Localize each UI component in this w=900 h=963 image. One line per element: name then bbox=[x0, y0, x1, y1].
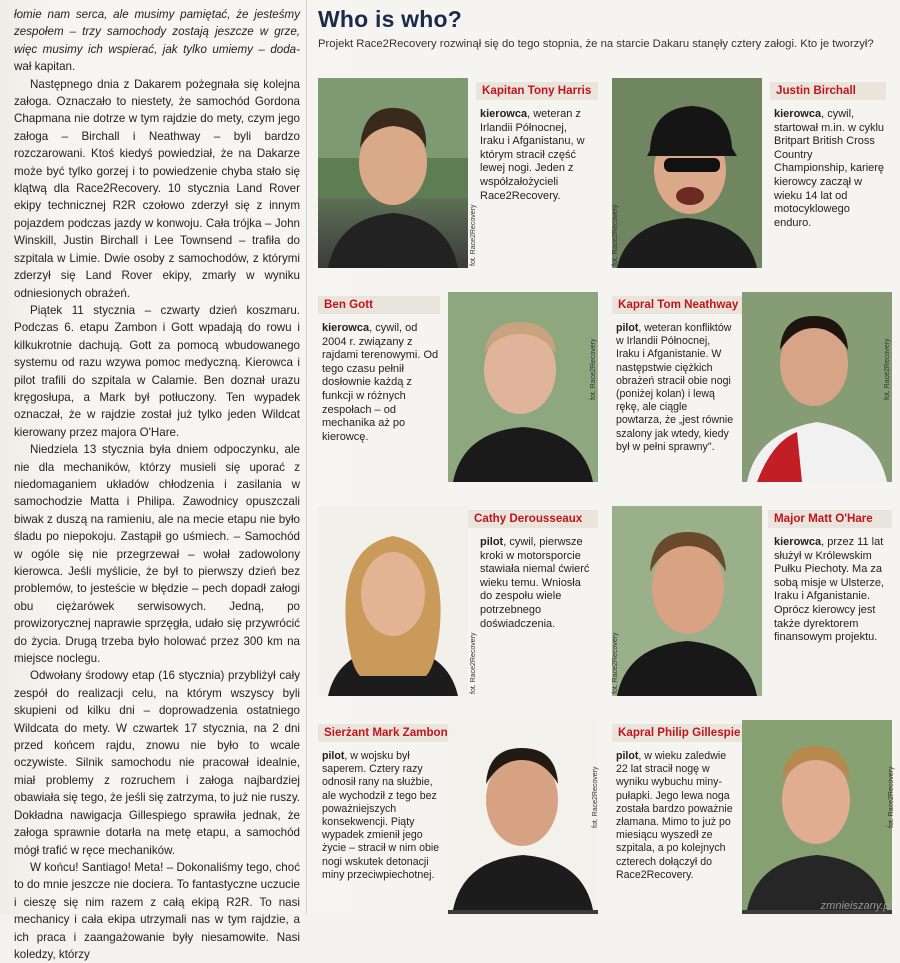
photo-credit: fot. Race2Recovery bbox=[612, 204, 619, 266]
portrait-illustration bbox=[612, 78, 762, 268]
profile-card-cathy-derousseaux bbox=[318, 506, 598, 696]
article-paragraph: Piątek 11 stycznia – czwarty dzień koszmaru. Podczas 6. etapu Zambon i Gott wpadają do rowu i kilkukrotnie dachują. Gott za pomocą wbudowanego systemu od razu wzywa pomoc medyczną. Kierowca i pilot trafili do szpitala w Calamie. Ben doznał urazu kręgosłupa, a Mark był potłuczony. Ten wypadek oznaczał, że w rajdzie został już tylko jeden Wildcat kierowany przez majora O'Hare. bbox=[14, 303, 300, 439]
article-paragraph: Odwołany środowy etap (16 stycznia) przybliżył cały zespół do realizacji celu, na którym wszyscy byli skupieni od kilku dni – doprowadzenia ostatniego Wildcata do mety. W czwartek 17 stycznia, na 2 dni przed końcem rajdu, znowu nie było to wcale oczywiste. Silnik samochodu nie pracował idealnie, miał problemy z rozruchem i załoga najbardziej obawiała się tego, że jeśli się zatrzyma, to już nie ruszy. Dokładna nawigacja Gillespiego sprawiła jednak, że załoga sprawnie dotarła na metę etapu, a samochód mógł trafić w ręce mechaników. bbox=[14, 669, 300, 857]
profile-name: Justin Birchall bbox=[770, 82, 886, 100]
portrait-illustration bbox=[448, 720, 598, 910]
profile-card-ben-gott bbox=[318, 292, 598, 482]
portrait-photo bbox=[448, 720, 598, 914]
portrait-photo bbox=[318, 506, 468, 696]
portrait-photo bbox=[612, 78, 762, 268]
photo-credit: fot. Race2Recovery bbox=[470, 632, 477, 694]
portrait-illustration bbox=[742, 720, 892, 910]
photo-credit: fot. Race2Recovery bbox=[592, 766, 599, 828]
article-paragraph: Niedziela 13 stycznia była dniem odpoczynku, ale nie dla mechaników, którzy musieli się uporać z niedomaganiem układów chłodzenia i zasilania w samochodzie Matta i Philipa. Zawodnicy opuszczali biwak z duszą na ramieniu, ale na mecie etapu nie było śladu po niepokoju. Zastąpił go uśmiech. – Samochód w ogóle się nie przegrzewał – wołał zadowolony kierowca. Jeśli myślicie, że był to pierwszy dzień bez problemów, to jesteście w błędzie – pech dopadł załogi obu ciężarówek serwisowych. Jedną, po prowizorycznej naprawie sprzęgła, udało się przywrócić do życia. Drugą trzeba było holować przez 300 km na miejsce noclegu. bbox=[14, 443, 300, 666]
photo-credit: fot. Race2Recovery bbox=[590, 338, 597, 400]
profile-card-justin-birchall bbox=[612, 78, 892, 268]
portrait-illustration bbox=[318, 506, 468, 696]
article-paragraph: W końcu! Santiago! Meta! – Dokonaliśmy tego, choć to do mnie jeszcze nie dociera. To fantastyczne uczucie i cieszę się nim razem z całą ekipą R2R. To nasi mechanicy i cała ekipa utrzymali nas w tym rajdzie, a ich praca i zaangażowanie były niesamowite. Nasi koledzy, którzy bbox=[14, 860, 300, 961]
profile-description: kierowca, cywil, startował m.in. w cyklu Britpart British Cross Country Championship, karierę kierowcy zaczął w wieku 14 lat od motocyklowego enduro. bbox=[774, 108, 885, 229]
profile-card-mark-zambon bbox=[318, 720, 598, 914]
site-watermark: zmnieiszany.pl bbox=[820, 900, 892, 912]
profile-card-philip-gillespie bbox=[612, 720, 895, 914]
profile-name: Cathy Derousseaux bbox=[468, 510, 598, 528]
portrait-photo bbox=[742, 720, 892, 914]
profile-name: Kapral Philip Gillespie bbox=[612, 724, 748, 742]
portrait-photo bbox=[448, 292, 598, 482]
photo-credit: fot. Race2Recovery bbox=[884, 338, 891, 400]
portrait-illustration bbox=[742, 292, 892, 482]
profile-card-tony-harris bbox=[318, 78, 598, 268]
portrait-photo bbox=[742, 292, 892, 482]
article-paragraph: łomie nam serca, ale musimy pamiętać, że jesteśmy zespołem – trzy samochody zostają jeszcze w grze, więc musimy ich wspierać, jak tylko umiemy – doda- wał kapitan. bbox=[14, 8, 300, 74]
profile-name: Kapral Tom Neathway bbox=[612, 296, 748, 314]
column-divider bbox=[306, 0, 307, 914]
profile-description: pilot, w wieku zaledwie 22 lat stracił nogę w wyniku wybuchu miny-pułapki. Jego lewa noga została bardzo poważnie złamana. Mimo to już po miesiącu wyszedł ze szpitala, a po kolejnych czterech dołączył do Race2Recovery. bbox=[616, 750, 733, 881]
portrait-illustration bbox=[318, 78, 468, 268]
profile-card-matt-ohare bbox=[612, 506, 892, 696]
photo-credit: fot. Race2Recovery bbox=[612, 632, 619, 694]
portrait-illustration bbox=[448, 292, 598, 482]
portrait-photo bbox=[612, 506, 762, 696]
profile-description: pilot, cywil, pierwsze kroki w motorsporcie stawiała niemal ćwierć wieku temu. Wniosła do zespołu wiele potrzebnego doświadczenia. bbox=[480, 536, 590, 630]
profile-name: Sierżant Mark Zambon bbox=[318, 724, 454, 742]
profile-name: Kapitan Tony Harris bbox=[476, 82, 598, 100]
profile-description: kierowca, weteran z Irlandii Północnej, Iraku i Afganistanu, w którym stracił część lewej nogi. Jeden z współzałożycieli Race2Recovery. bbox=[480, 108, 585, 202]
profile-description: kierowca, cywil, od 2004 r. związany z rajdami terenowymi. Od tego czasu pełnił dosłownie każdą z funkcji w różnych zespołach – od mechanika aż po kierowcę. bbox=[322, 322, 439, 443]
profile-description: kierowca, przez 11 lat służył w Królewskim Pułku Piechoty. Ma za sobą misje w Ulsterze, Iraku i Afganistanie. Oprócz kierowcy jest także dyrektorem finansowym projektu. bbox=[774, 536, 885, 644]
article-paragraph: Następnego dnia z Dakarem pożegnała się kolejna załoga. Oznaczało to niestety, że samochód Gordona Chapmana nie dotrze w tym rajdzie do mety, czym jego załoga – Birchall i Neathway – byli bardzo rozczarowani. Ktoś kiedyś powiedział, że na Dakarze może być tylko gorzej i to powiedzenie chyba stało się klątwą dla Race2Recovery. 10 stycznia Land Rover ekipy technicznej R2R czołowo zderzył się z innym pojazdem podczas jazdy w konwoju. Cała trójka – John Winskill, Justin Birchall i Lee Townsend – trafiła do szpitala w Limie. Dwie osoby z samochodów, z którymi zderzył się Land Rover ekipy, zmarły w wyniku odniesionych obrażeń. bbox=[14, 77, 300, 300]
photo-credit: fot. Race2Recovery bbox=[470, 204, 477, 266]
portrait-photo bbox=[318, 78, 468, 268]
profile-name: Ben Gott bbox=[318, 296, 440, 314]
photo-credit: fot. Race2Recovery bbox=[888, 766, 895, 828]
profile-name: Major Matt O'Hare bbox=[768, 510, 892, 528]
section-intro: Projekt Race2Recovery rozwinął się do tego stopnia, że na starcie Dakaru stanęły cztery załogi. Kto je tworzył? bbox=[318, 38, 874, 50]
profile-card-tom-neathway bbox=[612, 292, 892, 482]
profile-description: pilot, weteran konfliktów w Irlandii Północnej, Iraku i Afganistanie. W następstwie ciężkich obrażeń stracił obie nogi (poniżej kolan) i lewą rękę, ale ciągle powtarza, że „jest równie szalony jak wtedy, kiedy był w pełni sprawny". bbox=[616, 322, 734, 453]
profile-description: pilot, w wojsku był saperem. Cztery razy odnosił rany na służbie, ale wychodził z tego bez poważniejszych konsekwencji. Piąty wypadek zmienił jego życie – stracił w nim obie nogi wskutek detonacji miny przeciwpiechotnej. bbox=[322, 750, 440, 881]
article-column bbox=[14, 6, 300, 961]
section-title: Who is who? bbox=[318, 6, 463, 32]
portrait-illustration bbox=[612, 506, 762, 696]
